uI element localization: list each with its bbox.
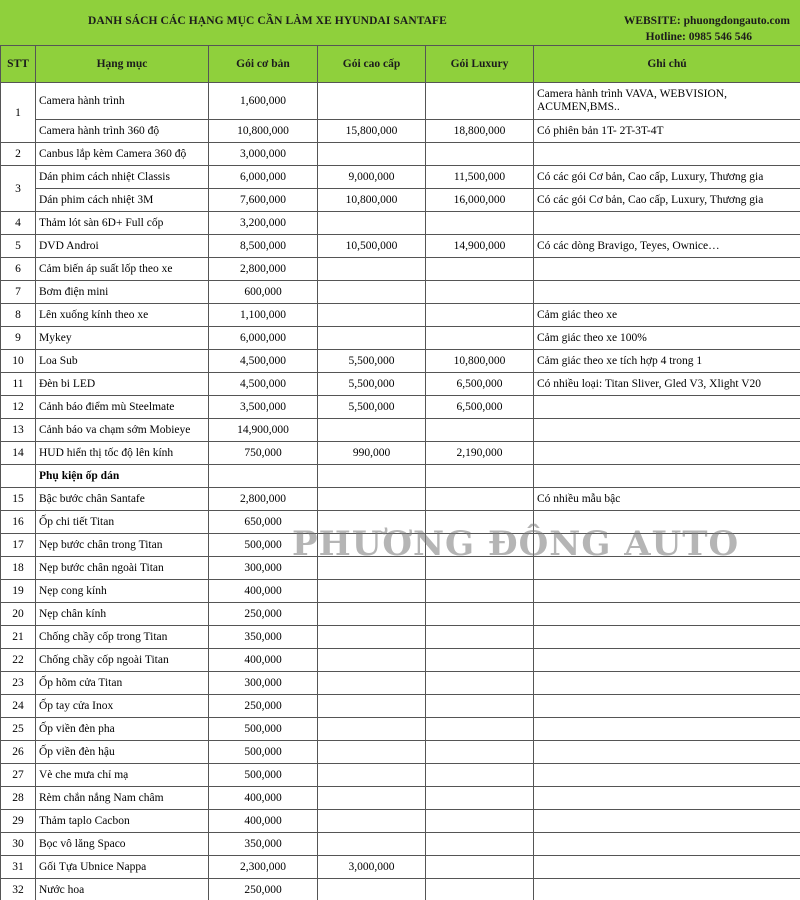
basic-price-cell: 500,000	[209, 718, 318, 741]
premium-price-cell	[318, 143, 426, 166]
item-name-cell: Cảnh báo va chạm sớm Mobieye	[36, 419, 209, 442]
note-cell	[534, 419, 800, 442]
note-cell	[534, 465, 800, 488]
note-cell	[534, 396, 800, 419]
premium-price-cell	[318, 258, 426, 281]
luxury-price-cell: 16,000,000	[426, 189, 534, 212]
premium-price-cell	[318, 580, 426, 603]
basic-price-cell: 400,000	[209, 580, 318, 603]
table-row	[1, 189, 800, 212]
item-name-cell: Ốp chi tiết Titan	[36, 511, 209, 534]
basic-price-cell: 10,800,000	[209, 120, 318, 143]
basic-price-cell: 2,300,000	[209, 856, 318, 879]
item-name-cell: Ốp viền đèn pha	[36, 718, 209, 741]
stt-cell: 20	[1, 603, 36, 626]
table-row	[1, 143, 800, 166]
item-name-cell: Mykey	[36, 327, 209, 350]
note-cell: Có các gói Cơ bản, Cao cấp, Luxury, Thương gia	[534, 189, 800, 212]
item-name-cell: Camera hành trình 360 độ	[36, 120, 209, 143]
stt-cell: 27	[1, 764, 36, 787]
note-cell	[534, 810, 800, 833]
premium-price-cell: 10,800,000	[318, 189, 426, 212]
stt-cell: 14	[1, 442, 36, 465]
stt-cell: 28	[1, 787, 36, 810]
watermark-text: PHƯƠNG ĐÔNG AUTO	[292, 524, 740, 564]
luxury-price-cell	[426, 764, 534, 787]
premium-price-cell: 10,500,000	[318, 235, 426, 258]
luxury-price-cell	[426, 488, 534, 511]
table-row	[1, 787, 800, 810]
basic-price-cell: 2,800,000	[209, 258, 318, 281]
item-name-cell: Nẹp cong kính	[36, 580, 209, 603]
premium-price-cell	[318, 212, 426, 235]
luxury-price-cell	[426, 258, 534, 281]
premium-price-cell	[318, 879, 426, 900]
table-row	[1, 465, 800, 488]
stt-cell	[1, 465, 36, 488]
basic-price-cell: 3,200,000	[209, 212, 318, 235]
item-name-cell: Bơm điện mini	[36, 281, 209, 304]
table-row	[1, 649, 800, 672]
note-cell: Cảm giác theo xe	[534, 304, 800, 327]
table-row	[1, 419, 800, 442]
premium-price-cell	[318, 281, 426, 304]
luxury-price-cell	[426, 465, 534, 488]
premium-price-cell	[318, 672, 426, 695]
note-cell	[534, 879, 800, 900]
column-header-note: Ghi chú	[534, 46, 800, 83]
premium-price-cell	[318, 83, 426, 120]
table-row	[1, 258, 800, 281]
stt-cell: 15	[1, 488, 36, 511]
basic-price-cell: 1,100,000	[209, 304, 318, 327]
stt-cell: 19	[1, 580, 36, 603]
table-header-row	[1, 46, 800, 83]
premium-price-cell: 15,800,000	[318, 120, 426, 143]
stt-cell: 12	[1, 396, 36, 419]
table-row	[1, 741, 800, 764]
premium-price-cell	[318, 695, 426, 718]
item-name-cell: Camera hành trình	[36, 83, 209, 120]
luxury-price-cell	[426, 695, 534, 718]
note-cell	[534, 833, 800, 856]
luxury-price-cell	[426, 419, 534, 442]
stt-cell: 21	[1, 626, 36, 649]
luxury-price-cell	[426, 304, 534, 327]
column-header-item: Hạng mục	[36, 46, 209, 83]
item-name-cell: Cảnh báo điểm mù Steelmate	[36, 396, 209, 419]
item-name-cell: Phụ kiện ốp dán	[36, 465, 209, 488]
basic-price-cell	[209, 465, 318, 488]
luxury-price-cell: 6,500,000	[426, 396, 534, 419]
stt-cell: 30	[1, 833, 36, 856]
luxury-price-cell	[426, 580, 534, 603]
table-row	[1, 83, 800, 120]
premium-price-cell: 3,000,000	[318, 856, 426, 879]
basic-price-cell: 6,000,000	[209, 327, 318, 350]
premium-price-cell: 5,500,000	[318, 350, 426, 373]
basic-price-cell: 300,000	[209, 672, 318, 695]
stt-cell: 8	[1, 304, 36, 327]
luxury-price-cell: 10,800,000	[426, 350, 534, 373]
note-cell: Có nhiều loại: Titan Sliver, Gled V3, Xlight V20	[534, 373, 800, 396]
item-name-cell: Chống chầy cốp ngoài Titan	[36, 649, 209, 672]
note-cell	[534, 580, 800, 603]
column-header-premium: Gói cao cấp	[318, 46, 426, 83]
table-row	[1, 764, 800, 787]
table-row	[1, 603, 800, 626]
basic-price-cell: 400,000	[209, 810, 318, 833]
luxury-price-cell	[426, 810, 534, 833]
table-row	[1, 120, 800, 143]
basic-price-cell: 4,500,000	[209, 350, 318, 373]
item-name-cell: Bậc bước chân Santafe	[36, 488, 209, 511]
table-row	[1, 396, 800, 419]
item-name-cell: Ốp viền đèn hậu	[36, 741, 209, 764]
basic-price-cell: 250,000	[209, 695, 318, 718]
note-cell	[534, 718, 800, 741]
column-header-luxury: Gói Luxury	[426, 46, 534, 83]
stt-cell: 2	[1, 143, 36, 166]
note-cell	[534, 741, 800, 764]
item-name-cell: Cảm biến áp suất lốp theo xe	[36, 258, 209, 281]
item-name-cell: Chống chầy cốp trong Titan	[36, 626, 209, 649]
premium-price-cell	[318, 626, 426, 649]
basic-price-cell: 2,800,000	[209, 488, 318, 511]
premium-price-cell	[318, 304, 426, 327]
premium-price-cell	[318, 649, 426, 672]
note-cell: Camera hành trình VAVA, WEBVISION, ACUMEN,BMS..	[534, 83, 800, 120]
table-row	[1, 281, 800, 304]
table-row	[1, 879, 800, 900]
premium-price-cell: 5,500,000	[318, 373, 426, 396]
note-cell	[534, 787, 800, 810]
premium-price-cell	[318, 488, 426, 511]
item-name-cell: Ốp hõm cửa Titan	[36, 672, 209, 695]
luxury-price-cell	[426, 833, 534, 856]
stt-cell: 24	[1, 695, 36, 718]
luxury-price-cell: 18,800,000	[426, 120, 534, 143]
luxury-price-cell	[426, 212, 534, 235]
item-name-cell: Ốp tay cửa Inox	[36, 695, 209, 718]
stt-cell: 7	[1, 281, 36, 304]
item-name-cell: Lên xuống kính theo xe	[36, 304, 209, 327]
stt-cell: 1	[1, 83, 36, 143]
item-name-cell: Rèm chắn nắng Nam châm	[36, 787, 209, 810]
basic-price-cell: 250,000	[209, 603, 318, 626]
item-name-cell: Dán phim cách nhiệt 3M	[36, 189, 209, 212]
basic-price-cell: 350,000	[209, 833, 318, 856]
note-cell	[534, 672, 800, 695]
basic-price-cell: 4,500,000	[209, 373, 318, 396]
premium-price-cell	[318, 810, 426, 833]
luxury-price-cell	[426, 603, 534, 626]
basic-price-cell: 1,600,000	[209, 83, 318, 120]
luxury-price-cell	[426, 143, 534, 166]
note-cell	[534, 764, 800, 787]
note-cell	[534, 281, 800, 304]
stt-cell: 11	[1, 373, 36, 396]
basic-price-cell: 3,500,000	[209, 396, 318, 419]
item-name-cell: Gối Tựa Ubnice Nappa	[36, 856, 209, 879]
basic-price-cell: 500,000	[209, 534, 318, 557]
premium-price-cell	[318, 833, 426, 856]
note-cell	[534, 258, 800, 281]
basic-price-cell: 500,000	[209, 741, 318, 764]
luxury-price-cell	[426, 83, 534, 120]
basic-price-cell: 8,500,000	[209, 235, 318, 258]
note-cell: Có phiên bản 1T- 2T-3T-4T	[534, 120, 800, 143]
table-row	[1, 373, 800, 396]
note-cell: Có các dòng Bravigo, Teyes, Ownice…	[534, 235, 800, 258]
stt-cell: 26	[1, 741, 36, 764]
basic-price-cell: 300,000	[209, 557, 318, 580]
premium-price-cell	[318, 327, 426, 350]
luxury-price-cell	[426, 327, 534, 350]
item-name-cell: Loa Sub	[36, 350, 209, 373]
stt-cell: 10	[1, 350, 36, 373]
table-row	[1, 488, 800, 511]
luxury-price-cell	[426, 718, 534, 741]
basic-price-cell: 6,000,000	[209, 166, 318, 189]
item-name-cell: Nẹp bước chân trong Titan	[36, 534, 209, 557]
premium-price-cell	[318, 419, 426, 442]
item-name-cell: Thảm taplo Cacbon	[36, 810, 209, 833]
premium-price-cell	[318, 741, 426, 764]
luxury-price-cell	[426, 856, 534, 879]
item-name-cell: Thảm lót sàn 6D+ Full cốp	[36, 212, 209, 235]
luxury-price-cell	[426, 672, 534, 695]
stt-cell: 9	[1, 327, 36, 350]
item-name-cell: Bọc vô lăng Spaco	[36, 833, 209, 856]
stt-cell: 31	[1, 856, 36, 879]
premium-price-cell	[318, 787, 426, 810]
table-row	[1, 810, 800, 833]
table-body	[1, 83, 800, 900]
note-cell	[534, 856, 800, 879]
luxury-price-cell: 11,500,000	[426, 166, 534, 189]
table-row	[1, 166, 800, 189]
basic-price-cell: 500,000	[209, 764, 318, 787]
table-row	[1, 718, 800, 741]
price-table	[0, 45, 800, 900]
stt-cell: 17	[1, 534, 36, 557]
stt-cell: 16	[1, 511, 36, 534]
stt-cell: 4	[1, 212, 36, 235]
table-row	[1, 212, 800, 235]
premium-price-cell	[318, 603, 426, 626]
stt-cell: 3	[1, 166, 36, 212]
table-row	[1, 327, 800, 350]
note-cell	[534, 649, 800, 672]
basic-price-cell: 3,000,000	[209, 143, 318, 166]
luxury-price-cell	[426, 787, 534, 810]
note-cell	[534, 695, 800, 718]
column-header-stt: STT	[1, 46, 36, 83]
stt-cell: 32	[1, 879, 36, 900]
item-name-cell: Nẹp bước chân ngoài Titan	[36, 557, 209, 580]
basic-price-cell: 350,000	[209, 626, 318, 649]
luxury-price-cell: 2,190,000	[426, 442, 534, 465]
stt-cell: 29	[1, 810, 36, 833]
luxury-price-cell	[426, 281, 534, 304]
basic-price-cell: 750,000	[209, 442, 318, 465]
premium-price-cell	[318, 764, 426, 787]
note-cell	[534, 626, 800, 649]
note-cell	[534, 442, 800, 465]
item-name-cell: Vè che mưa chỉ mạ	[36, 764, 209, 787]
stt-cell: 22	[1, 649, 36, 672]
luxury-price-cell	[426, 879, 534, 900]
stt-cell: 23	[1, 672, 36, 695]
stt-cell: 5	[1, 235, 36, 258]
stt-cell: 6	[1, 258, 36, 281]
note-cell: Có nhiều mẫu bậc	[534, 488, 800, 511]
table-row	[1, 626, 800, 649]
note-cell	[534, 603, 800, 626]
item-name-cell: HUD hiển thị tốc độ lên kính	[36, 442, 209, 465]
luxury-price-cell	[426, 741, 534, 764]
table-row	[1, 350, 800, 373]
basic-price-cell: 250,000	[209, 879, 318, 900]
premium-price-cell: 9,000,000	[318, 166, 426, 189]
note-cell: Cảm giác theo xe 100%	[534, 327, 800, 350]
item-name-cell: Đèn bi LED	[36, 373, 209, 396]
premium-price-cell	[318, 465, 426, 488]
note-cell	[534, 143, 800, 166]
column-header-basic: Gói cơ bản	[209, 46, 318, 83]
premium-price-cell	[318, 718, 426, 741]
basic-price-cell: 7,600,000	[209, 189, 318, 212]
basic-price-cell: 650,000	[209, 511, 318, 534]
premium-price-cell: 5,500,000	[318, 396, 426, 419]
luxury-price-cell	[426, 626, 534, 649]
table-row	[1, 672, 800, 695]
document-title: DANH SÁCH CÁC HẠNG MỤC CẦN LÀM XE HYUNDAI SANTAFE	[88, 15, 447, 27]
item-name-cell: DVD Androi	[36, 235, 209, 258]
stt-cell: 18	[1, 557, 36, 580]
stt-cell: 25	[1, 718, 36, 741]
luxury-price-cell	[426, 649, 534, 672]
table-row	[1, 235, 800, 258]
luxury-price-cell: 6,500,000	[426, 373, 534, 396]
note-cell	[534, 212, 800, 235]
premium-price-cell: 990,000	[318, 442, 426, 465]
item-name-cell: Nẹp chân kính	[36, 603, 209, 626]
hotline-text: Hotline: 0985 546 546	[645, 31, 752, 43]
website-text: WEBSITE: phuongdongauto.com	[623, 15, 790, 27]
note-cell: Có các gói Cơ bản, Cao cấp, Luxury, Thương gia	[534, 166, 800, 189]
table-row	[1, 580, 800, 603]
header-banner	[0, 0, 800, 46]
basic-price-cell: 400,000	[209, 787, 318, 810]
stt-cell: 13	[1, 419, 36, 442]
item-name-cell: Dán phim cách nhiệt Classis	[36, 166, 209, 189]
basic-price-cell: 14,900,000	[209, 419, 318, 442]
table-row	[1, 833, 800, 856]
table-row	[1, 442, 800, 465]
basic-price-cell: 600,000	[209, 281, 318, 304]
item-name-cell: Nước hoa	[36, 879, 209, 900]
table-row	[1, 304, 800, 327]
note-cell: Cảm giác theo xe tích hợp 4 trong 1	[534, 350, 800, 373]
table-row	[1, 856, 800, 879]
luxury-price-cell: 14,900,000	[426, 235, 534, 258]
item-name-cell: Canbus lắp kèm Camera 360 độ	[36, 143, 209, 166]
basic-price-cell: 400,000	[209, 649, 318, 672]
table-row	[1, 695, 800, 718]
